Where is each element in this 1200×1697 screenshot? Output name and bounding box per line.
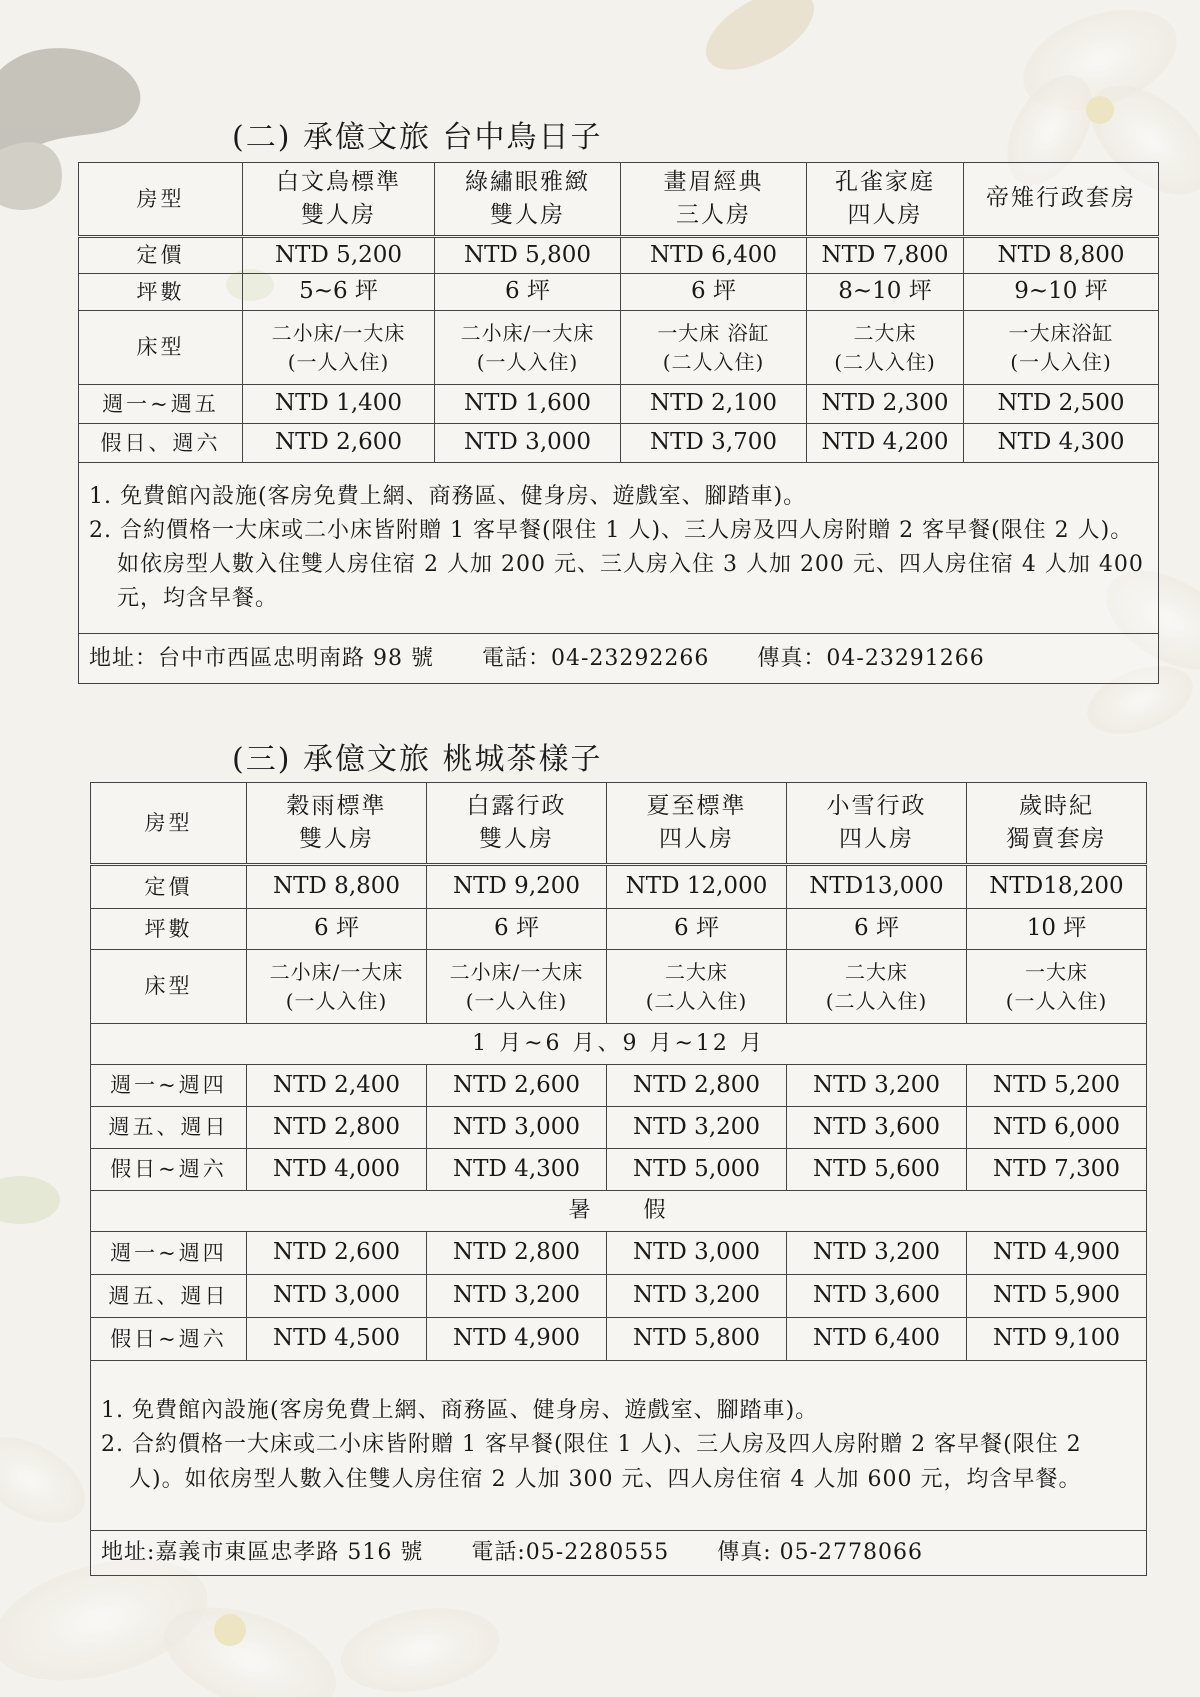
size-cell: 8~10 坪 [807, 274, 964, 311]
room-name-cell: 綠繡眼雅緻 雙人房 [435, 163, 621, 237]
rate-cell: NTD 5,000 [607, 1149, 787, 1191]
row-label-price: 定價 [91, 865, 247, 909]
address-text: 地址：台中市西區忠明南路 98 號 [89, 645, 434, 671]
size-row [79, 274, 1159, 311]
rate-cell: NTD 2,500 [964, 385, 1159, 424]
price-cell: NTD 8,800 [964, 237, 1159, 274]
size-cell: 6 坪 [607, 909, 787, 950]
rate-cell: NTD 2,100 [621, 385, 807, 424]
price-row [79, 237, 1159, 274]
rate-cell: NTD 2,800 [247, 1107, 427, 1149]
row-label-fri-sun: 週五、週日 [91, 1107, 247, 1149]
room-name-cell: 畫眉經典 三人房 [621, 163, 807, 237]
rate-cell: NTD 4,200 [807, 424, 964, 463]
note-item: 2. 合約價格一大床或二小床皆附贈 1 客早餐(限住 1 人)、三人房及四人房附贈 2 客早餐(限住 2 人)。如依房型人數入住雙人房住宿 2 人加 300 元、四人房住宿 4 人加 600 元，均含早餐。 [101, 1432, 1082, 1492]
rate-cell: NTD 3,200 [787, 1232, 967, 1275]
rate-cell: NTD 1,600 [435, 385, 621, 424]
rate-cell: NTD 2,800 [607, 1065, 787, 1107]
price-cell: NTD 12,000 [607, 865, 787, 909]
size-cell: 6 坪 [787, 909, 967, 950]
notes-cell [91, 1361, 1147, 1531]
rate-cell: NTD 2,800 [427, 1232, 607, 1275]
fax-text: 傳真: 05-2778066 [717, 1540, 924, 1566]
rate-cell: NTD 6,000 [967, 1107, 1147, 1149]
bed-cell: 二小床/一大床 (一人入住) [435, 311, 621, 385]
size-cell: 6 坪 [435, 274, 621, 311]
rate-cell: NTD 2,600 [247, 1232, 427, 1275]
price-cell: NTD 6,400 [621, 237, 807, 274]
note-item: 1. 免費館內設施(客房免費上網、商務區、健身房、遊戲室、腳踏車)。 [89, 483, 807, 509]
rate-cell: NTD 4,300 [964, 424, 1159, 463]
rate-cell: NTD 4,300 [427, 1149, 607, 1191]
rate-cell: NTD 2,600 [427, 1065, 607, 1107]
bed-cell: 二小床/一大床 (一人入住) [243, 311, 435, 385]
bed-cell: 二小床/一大床 (一人入住) [427, 950, 607, 1024]
rate-cell: NTD 3,000 [247, 1275, 427, 1318]
bed-cell: 二大床 (二人入住) [607, 950, 787, 1024]
rate-cell: NTD 4,500 [247, 1318, 427, 1361]
room-name-cell: 夏至標準 四人房 [607, 783, 787, 865]
rate-cell: NTD 3,600 [787, 1107, 967, 1149]
row-label-price: 定價 [79, 237, 243, 274]
room-name-cell: 孔雀家庭 四人房 [807, 163, 964, 237]
row-label-fri-sun: 週五、週日 [91, 1275, 247, 1318]
bed-cell: 二大床 (二人入住) [787, 950, 967, 1024]
phone-text: 電話:05-2280555 [471, 1540, 670, 1566]
rate-cell: NTD 4,900 [967, 1232, 1147, 1275]
contact-row [91, 1531, 1147, 1576]
fax-text: 傳真：04-23291266 [757, 645, 985, 671]
row-label-holiday-sat: 假日~週六 [91, 1318, 247, 1361]
price-cell: NTD 9,200 [427, 865, 607, 909]
row-label-room-type: 房型 [91, 783, 247, 865]
rate-cell: NTD 6,400 [787, 1318, 967, 1361]
bed-cell: 二大床 (二人入住) [807, 311, 964, 385]
row-label-mon-thu: 週一~週四 [91, 1232, 247, 1275]
bed-row [79, 311, 1159, 385]
room-name-cell: 穀雨標準 雙人房 [247, 783, 427, 865]
room-name-cell: 白文鳥標準 雙人房 [243, 163, 435, 237]
price-cell: NTD 5,200 [243, 237, 435, 274]
rate-row-fri-sun [91, 1275, 1147, 1318]
section-title-chiayi: (三) 承億文旅 桃城茶樣子 [232, 742, 603, 777]
rate-cell: NTD 2,300 [807, 385, 964, 424]
bed-cell: 二小床/一大床 (一人入住) [247, 950, 427, 1024]
rate-cell: NTD 4,000 [247, 1149, 427, 1191]
section-title-taichung: (二) 承億文旅 台中鳥日子 [232, 120, 603, 155]
rate-cell: NTD 7,300 [967, 1149, 1147, 1191]
rate-cell: NTD 2,600 [243, 424, 435, 463]
season-row [91, 1191, 1147, 1232]
row-label-weekday: 週一~週五 [79, 385, 243, 424]
rate-cell: NTD 3,000 [427, 1107, 607, 1149]
rate-cell: NTD 3,200 [607, 1107, 787, 1149]
contact-row [79, 634, 1159, 684]
row-label-size: 坪數 [91, 909, 247, 950]
rate-cell: NTD 3,200 [607, 1275, 787, 1318]
phone-text: 電話：04-23292266 [481, 645, 710, 671]
rate-cell: NTD 3,200 [427, 1275, 607, 1318]
size-cell: 6 坪 [247, 909, 427, 950]
price-cell: NTD 8,800 [247, 865, 427, 909]
price-row [91, 865, 1147, 909]
rate-cell: NTD 5,800 [607, 1318, 787, 1361]
row-label-holiday: 假日、週六 [79, 424, 243, 463]
price-cell: NTD18,200 [967, 865, 1147, 909]
rate-cell: NTD 5,600 [787, 1149, 967, 1191]
room-name-cell: 小雪行政 四人房 [787, 783, 967, 865]
row-label-bed: 床型 [91, 950, 247, 1024]
rate-table-taichung [78, 162, 1159, 684]
row-label-mon-thu: 週一~週四 [91, 1065, 247, 1107]
room-type-header-row [79, 163, 1159, 237]
size-cell: 6 坪 [427, 909, 607, 950]
rate-cell: NTD 9,100 [967, 1318, 1147, 1361]
price-cell: NTD13,000 [787, 865, 967, 909]
rate-row-fri-sun [91, 1107, 1147, 1149]
rate-cell: NTD 3,000 [435, 424, 621, 463]
bed-cell: 一大床浴缸 (一人入住) [964, 311, 1159, 385]
size-cell: 9~10 坪 [964, 274, 1159, 311]
contact-cell [91, 1531, 1147, 1576]
room-name-cell: 白露行政 雙人房 [427, 783, 607, 865]
notes-cell [79, 463, 1159, 634]
notes-row [91, 1361, 1147, 1531]
season-row [91, 1024, 1147, 1065]
room-type-header-row [91, 783, 1147, 865]
price-cell: NTD 5,800 [435, 237, 621, 274]
size-cell: 6 坪 [621, 274, 807, 311]
size-cell: 5~6 坪 [243, 274, 435, 311]
note-item: 1. 免費館內設施(客房免費上網、商務區、健身房、遊戲室、腳踏車)。 [101, 1398, 819, 1424]
bed-cell: 一大床 (一人入住) [967, 950, 1147, 1024]
rate-cell: NTD 4,900 [427, 1318, 607, 1361]
row-label-size: 坪數 [79, 274, 243, 311]
rate-cell: NTD 5,900 [967, 1275, 1147, 1318]
rate-row-mon-thu [91, 1232, 1147, 1275]
notes-row [79, 463, 1159, 634]
rate-row-holiday-sat [91, 1149, 1147, 1191]
price-cell: NTD 7,800 [807, 237, 964, 274]
rate-cell: NTD 3,700 [621, 424, 807, 463]
room-name-cell: 帝雉行政套房 [964, 163, 1159, 237]
size-cell: 10 坪 [967, 909, 1147, 950]
bed-row [91, 950, 1147, 1024]
rate-cell: NTD 2,400 [247, 1065, 427, 1107]
address-text: 地址:嘉義市東區忠孝路 516 號 [101, 1540, 424, 1566]
bed-cell: 一大床 浴缸 (二人入住) [621, 311, 807, 385]
rate-cell: NTD 5,200 [967, 1065, 1147, 1107]
season-label: 1 月~6 月、9 月~12 月 [91, 1024, 1147, 1065]
row-label-holiday-sat: 假日~週六 [91, 1149, 247, 1191]
rate-cell: NTD 3,200 [787, 1065, 967, 1107]
room-name-cell: 歲時紀 獨賣套房 [967, 783, 1147, 865]
holiday-row [79, 424, 1159, 463]
rate-row-holiday-sat [91, 1318, 1147, 1361]
size-row [91, 909, 1147, 950]
rate-table-chiayi [90, 782, 1147, 1576]
row-label-bed: 床型 [79, 311, 243, 385]
season-label: 暑 假 [91, 1191, 1147, 1232]
rate-cell: NTD 1,400 [243, 385, 435, 424]
contact-cell [79, 634, 1159, 684]
rate-cell: NTD 3,000 [607, 1232, 787, 1275]
rate-row-mon-thu [91, 1065, 1147, 1107]
row-label-room-type: 房型 [79, 163, 243, 237]
note-item: 2. 合約價格一大床或二小床皆附贈 1 客早餐(限住 1 人)、三人房及四人房附贈 2 客早餐(限住 2 人)。如依房型人數入住雙人房住宿 2 人加 200 元、三人房入住 3 人加 200 元、四人房住宿 4 人加 400 元，均含早餐。 [89, 517, 1144, 612]
weekday-row [79, 385, 1159, 424]
rate-cell: NTD 3,600 [787, 1275, 967, 1318]
